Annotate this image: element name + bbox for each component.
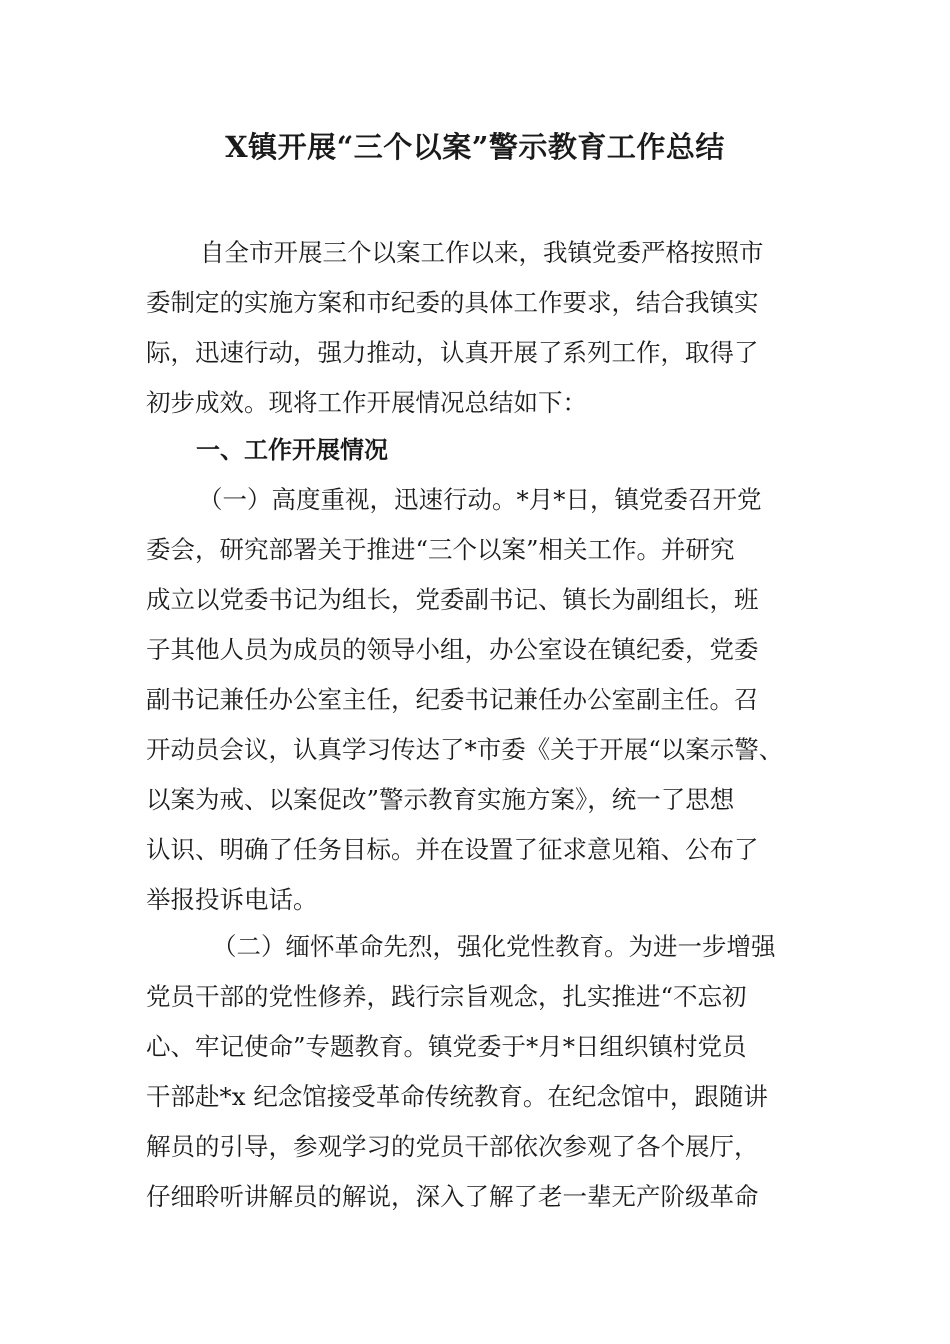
item2-line: 心、牢记使命”专题教育。镇党委于*月*日组织镇村党员 [146, 1032, 747, 1061]
intro-line: 初步成效。现将工作开展情况总结如下： [146, 388, 587, 417]
item1-line: 成立以党委书记为组长，党委副书记、镇长为副组长，班 [146, 585, 759, 614]
item1-line: 以案为戒、以案促改”警示教育实施方案》，统一了思想 [146, 785, 735, 814]
item2-paragraph [146, 922, 826, 1222]
item1-line: 子其他人员为成员的领导小组，办公室设在镇纪委，党委 [146, 635, 759, 664]
item2-line: 党员干部的党性修养，践行宗旨观念，扎实推进“不忘初 [146, 982, 747, 1011]
intro-paragraph [146, 228, 806, 428]
intro-line: 自全市开展三个以案工作以来，我镇党委严格按照市 [200, 238, 764, 267]
item1-line: 认识、明确了任务目标。并在设置了征求意见箱、公布了 [146, 835, 759, 864]
item1-line: 开动员会议，认真学习传达了*市委《关于开展“以案示警、 [146, 735, 784, 764]
item2-line: 解员的引导，参观学习的党员干部依次参观了各个展厅， [146, 1132, 759, 1161]
item1-line: 委会，研究部署关于推进“三个以案”相关工作。并研究 [146, 535, 735, 564]
item1-line: （一）高度重视，迅速行动。*月*日，镇党委召开党 [198, 485, 762, 514]
item1-paragraph [146, 475, 826, 925]
intro-line: 委制定的实施方案和市纪委的具体工作要求，结合我镇实 [146, 288, 759, 317]
item2-line: （二）缅怀革命先烈，强化党性教育。为进一步增强 [212, 932, 776, 961]
item2-line: 干部赴*x 纪念馆接受革命传统教育。在纪念馆中，跟随讲 [146, 1082, 768, 1111]
item2-line: 仔细聆听讲解员的解说，深入了解了老一辈无产阶级革命 [146, 1182, 759, 1211]
section-heading: 一、工作开展情况 [196, 436, 388, 464]
intro-line: 际，迅速行动，强力推动，认真开展了系列工作，取得了 [146, 338, 759, 367]
item1-line: 举报投诉电话。 [146, 885, 318, 914]
document-title: X镇开展“三个以案”警示教育工作总结 [225, 130, 725, 164]
item1-line: 副书记兼任办公室主任，纪委书记兼任办公室副主任。召 [146, 685, 759, 714]
